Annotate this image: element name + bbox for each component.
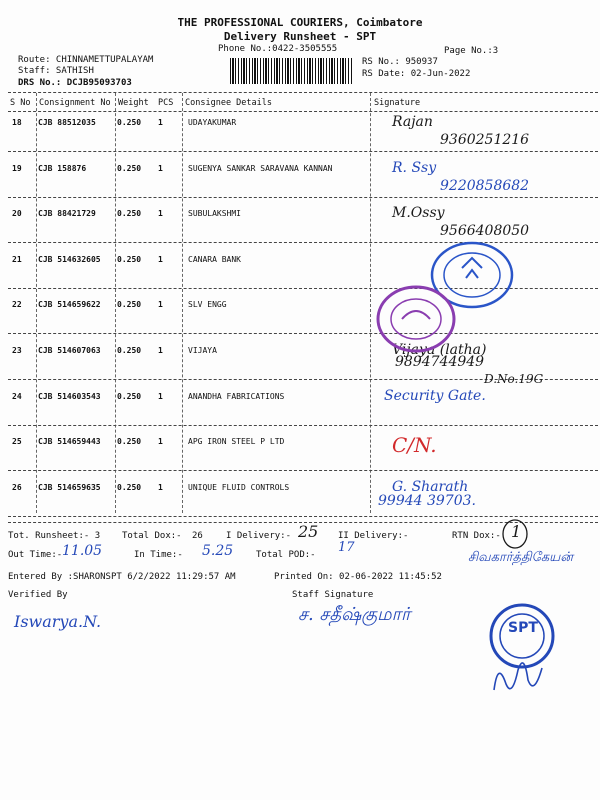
row-sno: 20 (12, 209, 22, 218)
staff-signature: ச. சதீஷ்குமார் (298, 604, 411, 625)
row-weight: 0.250 (117, 118, 142, 127)
row-signature: Vijaya (latha) (392, 342, 487, 358)
rtn-dox-value: 1 (511, 522, 522, 541)
row-sno: 23 (12, 346, 22, 355)
rtn-handwritten-note: சிவகார்த்திகேயன் (468, 550, 573, 565)
staff-signature-label: Staff Signature (292, 590, 374, 600)
row-pcs: 1 (158, 255, 163, 264)
row-signature: Security Gate. (384, 388, 486, 404)
row-pcs: 1 (158, 209, 163, 218)
row-signature: Rajan (392, 114, 433, 130)
col-weight: Weight (118, 98, 149, 108)
total-pod-value: 17 (338, 540, 355, 555)
route: Route: CHINNAMETTUPALAYAM (18, 55, 154, 65)
row-consignment: CJB 514659635 (38, 483, 101, 492)
rtn-dox-label: RTN Dox:- (452, 531, 501, 541)
row-pcs: 1 (158, 118, 163, 127)
row-consignment: CJB 514659622 (38, 300, 101, 309)
column-separator (115, 93, 116, 513)
sheet-title: Delivery Runsheet - SPT (223, 30, 377, 43)
verified-signature: Iswarya.N. (14, 612, 102, 631)
row-weight: 0.250 (117, 164, 142, 173)
in-time-label: In Time:- (134, 550, 183, 560)
i-delivery-value: 25 (298, 522, 319, 541)
row-consignee: APG IRON STEEL P LTD (188, 437, 285, 446)
row-consignment: CJB 514607063 (38, 346, 101, 355)
spt-stamp-text: SPT (508, 620, 538, 636)
row-consignee: CANARA BANK (188, 255, 241, 264)
divider (8, 333, 598, 334)
row-weight: 0.250 (117, 392, 142, 401)
col-signature: Signature (374, 98, 421, 108)
row-consignee: SUBULAKSHMI (188, 209, 241, 218)
barcode (230, 58, 352, 84)
divider (8, 470, 598, 471)
divider (8, 92, 598, 93)
col-pcs: PCS (158, 98, 174, 108)
phone-number: Phone No.:0422-3505555 (218, 44, 338, 54)
divider (8, 151, 598, 152)
out-time-value: 11.05 (62, 543, 103, 559)
drs-number: DRS No.: DCJB95093703 (18, 78, 132, 88)
row-weight: 0.250 (117, 483, 142, 492)
row-consignment: CJB 158876 (38, 164, 87, 173)
company-stamp (372, 283, 462, 355)
row-sno: 24 (12, 392, 22, 401)
row-consignee: SLV ENGG (188, 300, 227, 309)
company-name: THE PROFESSIONAL COURIERS, Coimbatore (177, 16, 423, 29)
row-consignee: VIJAYA (188, 346, 217, 355)
row-sno: 18 (12, 118, 22, 127)
row-signature: M.Ossy (392, 205, 445, 221)
row-phone: 9566408050 (440, 223, 530, 239)
row-phone: 9894744949 (395, 354, 485, 370)
ii-delivery-label: II Delivery:- (338, 531, 409, 541)
row-sno: 26 (12, 483, 22, 492)
row-sno: 21 (12, 255, 22, 264)
divider (8, 516, 598, 517)
out-time-label: Out Time:- (8, 550, 63, 560)
row-signature: G. Sharath (392, 479, 469, 495)
col-sno: S No (10, 98, 31, 108)
row-phone: 99944 39703. (378, 493, 476, 509)
row-phone: 9220858682 (440, 178, 530, 194)
page-number: Page No.:3 (444, 46, 499, 56)
row-weight: 0.250 (117, 255, 142, 264)
row-sno: 25 (12, 437, 22, 446)
column-separator (370, 93, 371, 513)
verified-by-label: Verified By (8, 590, 68, 600)
row-consignment: CJB 514603543 (38, 392, 101, 401)
row-pcs: 1 (158, 300, 163, 309)
row-consignee: UDAYAKUMAR (188, 118, 237, 127)
total-dox-value: 26 (192, 531, 203, 541)
row-consignment: CJB 88421729 (38, 209, 96, 218)
total-pod-label: Total POD:- (256, 550, 316, 560)
divider (8, 425, 598, 426)
col-consignment: Consignment No (39, 98, 111, 108)
tot-runsheet: Tot. Runsheet:- 3 (8, 531, 101, 541)
rs-number: RS No.: 950937 (362, 57, 438, 67)
row-phone: 9360251216 (440, 132, 530, 148)
row-weight: 0.250 (117, 300, 142, 309)
row-signature: R. Ssy (392, 160, 437, 176)
row-consignee: SUGENYA SANKAR SARAVANA KANNAN (188, 164, 333, 173)
staff: Staff: SATHISH (18, 66, 94, 76)
divider (8, 197, 598, 198)
col-consignee: Consignee Details (185, 98, 272, 108)
i-delivery-label: I Delivery:- (226, 531, 292, 541)
divider (8, 111, 598, 112)
row-consignee: UNIQUE FLUID CONTROLS (188, 483, 290, 492)
printed-on: Printed On: 02-06-2022 11:45:52 (274, 572, 442, 582)
column-separator (182, 93, 183, 513)
row-pcs: 1 (158, 392, 163, 401)
entered-by: Entered By :SHARONSPT 6/2/2022 11:29:57 AM (8, 572, 236, 582)
total-dox-label: Total Dox:- (122, 531, 182, 541)
row-consignment: CJB 514632605 (38, 255, 101, 264)
row-sno: 19 (12, 164, 22, 173)
row-pcs: 1 (158, 346, 163, 355)
row-weight: 0.250 (117, 437, 142, 446)
row-weight: 0.250 (117, 346, 142, 355)
row-weight: 0.250 (117, 209, 142, 218)
in-time-value: 5.25 (202, 543, 234, 559)
column-separator (36, 93, 37, 513)
rs-date: RS Date: 02-Jun-2022 (362, 69, 471, 79)
row-signature: C/N. (392, 433, 437, 457)
stamp-signature-scribble (484, 640, 554, 700)
row-pcs: 1 (158, 483, 163, 492)
row-note: D.No.19G (484, 372, 544, 386)
row-pcs: 1 (158, 437, 163, 446)
row-consignment: CJB 514659443 (38, 437, 101, 446)
row-sno: 22 (12, 300, 22, 309)
row-consignee: ANANDHA FABRICATIONS (188, 392, 285, 401)
row-consignment: CJB 88512035 (38, 118, 96, 127)
row-pcs: 1 (158, 164, 163, 173)
